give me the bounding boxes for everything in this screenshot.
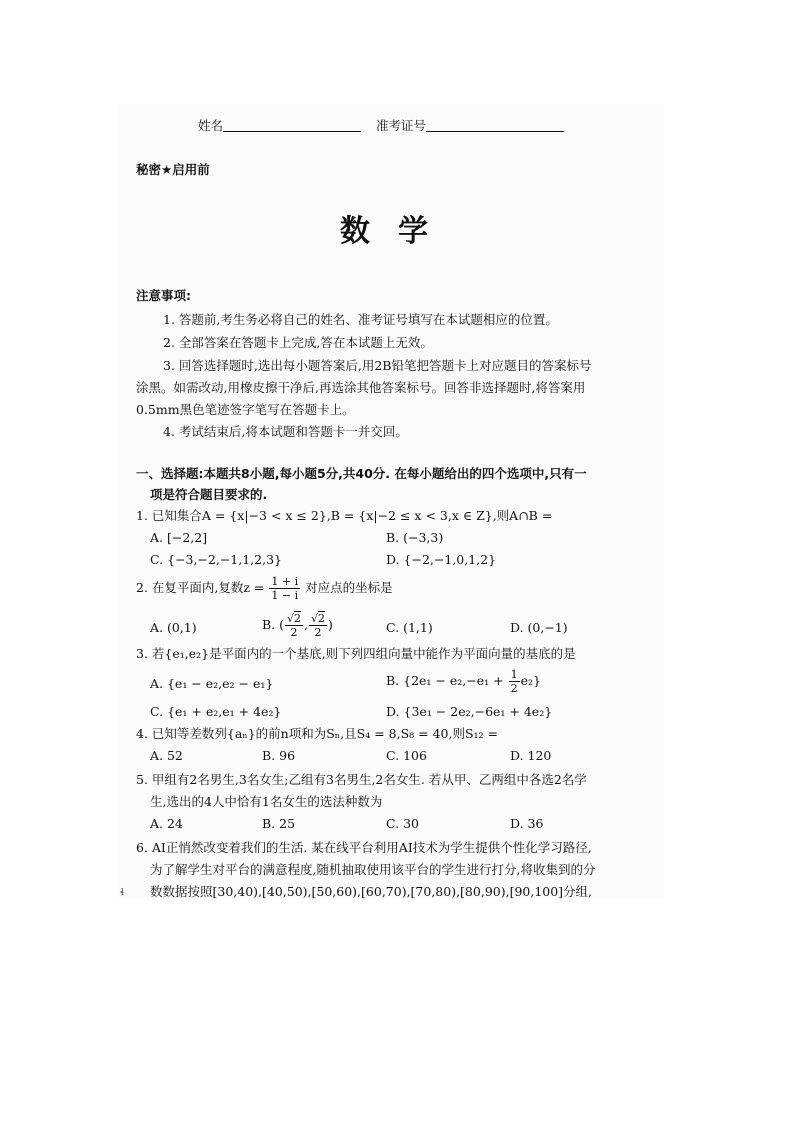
option-b: B. 25 bbox=[262, 816, 296, 831]
option-d: D. 120 bbox=[510, 748, 552, 763]
option-c: C. 30 bbox=[386, 816, 419, 831]
option-c: C. (1,1) bbox=[386, 620, 433, 635]
question-stem bbox=[136, 575, 393, 602]
section-heading-cont: 项是符合题目要求的. bbox=[150, 487, 268, 502]
fraction-denominator: 2 bbox=[290, 626, 298, 639]
stray-mark: ɬ bbox=[120, 888, 125, 898]
option-d: D. (0,−1) bbox=[510, 620, 568, 635]
sqrt-fraction: $\frac{√2}{2}$ bbox=[311, 612, 326, 639]
notice-item: 0.5mm黑色笔迹签字笔写在答题卡上。 bbox=[136, 402, 355, 417]
q2-b-post: ) bbox=[328, 617, 333, 632]
option-d: D. {−2,−1,0,1,2} bbox=[386, 552, 497, 567]
exam-id-blank bbox=[426, 131, 564, 132]
name-label: 姓名 bbox=[198, 118, 224, 133]
exam-id-label: 准考证号 bbox=[376, 118, 427, 133]
fraction-denominator: 2 bbox=[314, 626, 322, 639]
question-stem: 1. 已知集合A = {x|−3 < x ≤ 2},B = {x|−2 ≤ x < 3,x ∈ Z},则A∩B = bbox=[136, 508, 553, 523]
q2-b-sep: , bbox=[304, 617, 309, 632]
option-a: A. (0,1) bbox=[150, 620, 197, 635]
option-d: D. {3e₁ − 2e₂,−6e₁ + 4e₂} bbox=[386, 704, 553, 719]
name-field bbox=[198, 118, 361, 134]
option-b bbox=[262, 612, 333, 639]
question-stem: 6. AI正悄然改变着我们的生活. 某在线平台利用AI技术为学生提供个性化学习路径, bbox=[136, 840, 592, 855]
fraction-denominator: 1 − i bbox=[271, 589, 299, 602]
notice-item: 涂黑。如需改动,用橡皮擦干净后,再选涂其他答案标号。回答非选择题时,将答案用 bbox=[136, 380, 586, 395]
question-stem: 3. 若{e₁,e₂}是平面内的一个基底,则下列四组向量中能作为平面向量的基底的是 bbox=[136, 646, 576, 661]
name-blank bbox=[223, 131, 361, 132]
half-fraction bbox=[509, 668, 520, 695]
sqrt-radicand: 2 bbox=[318, 612, 326, 625]
fraction-numerator: 1 + i bbox=[271, 575, 299, 588]
notice-item: 4. 考试结束后,将本试题和答题卡一并交回。 bbox=[163, 424, 408, 439]
fraction-numerator: 1 bbox=[510, 668, 518, 681]
option-b: B. (−3,3) bbox=[386, 530, 444, 545]
option-b bbox=[386, 668, 541, 695]
q2-stem-pre: 2. 在复平面内,复数z = bbox=[136, 580, 265, 595]
q3-b-pre: B. {2e₁ − e₂,−e₁ + bbox=[386, 673, 504, 688]
notice-item: 3. 回答选择题时,选出每小题答案后,用2B铅笔把答题卡上对应题目的答案标号 bbox=[163, 358, 592, 373]
sqrt-radicand: 2 bbox=[294, 612, 302, 625]
question-stem-cont: 数数据按照[30,40),[40,50),[50,60),[60,70),[70,80),[80,90),[90,100]分组, bbox=[150, 884, 593, 899]
option-c: C. {−3,−2,−1,1,2,3} bbox=[150, 552, 282, 567]
question-stem-cont: 生,选出的4人中恰有1名女生的选法种数为 bbox=[150, 794, 383, 809]
question-stem-cont: 为了解学生对平台的满意程度,随机抽取使用该平台的学生进行打分,将收集到的分 bbox=[150, 862, 596, 877]
section-heading: 一、选择题:本题共8小题,每小题5分,共40分. 在每小题给出的四个选项中,只有一 bbox=[136, 466, 587, 481]
q2-b-pre: B. ( bbox=[262, 617, 285, 632]
sqrt-fraction: $\frac{√2}{2}$ bbox=[287, 612, 302, 639]
question-stem: 4. 已知等差数列{aₙ}的前n项和为Sₙ,且S₄ = 8,S₈ = 40,则S₁₂ = bbox=[136, 726, 498, 741]
fraction-denominator: 2 bbox=[510, 682, 518, 695]
option-c: C. 106 bbox=[386, 748, 427, 763]
option-a: A. {e₁ − e₂,e₂ − e₁} bbox=[150, 676, 274, 691]
q3-b-post: e₂} bbox=[520, 673, 541, 688]
page-title: 数学 bbox=[340, 214, 456, 249]
secret-mark: 秘密★启用前 bbox=[136, 162, 210, 177]
option-a: A. [−2,2] bbox=[150, 530, 208, 545]
exam-id-field bbox=[376, 118, 564, 134]
notice-item: 2. 全部答案在答题卡上完成,答在本试题上无效。 bbox=[163, 335, 433, 350]
q2-stem-post: 对应点的坐标是 bbox=[305, 580, 393, 595]
notice-item: 1. 答题前,考生务必将自己的姓名、准考证号填写在本试题相应的位置。 bbox=[163, 312, 558, 327]
question-stem: 5. 甲组有2名男生,3名女生;乙组有3名男生,2名女生. 若从甲、乙两组中各选2名学 bbox=[136, 772, 587, 787]
option-a: A. 52 bbox=[150, 748, 183, 763]
option-b: B. 96 bbox=[262, 748, 296, 763]
option-a: A. 24 bbox=[150, 816, 183, 831]
option-c: C. {e₁ + e₂,e₁ + 4e₂} bbox=[150, 704, 282, 719]
notice-heading: 注意事项: bbox=[136, 288, 191, 303]
option-d: D. 36 bbox=[510, 816, 544, 831]
q2-fraction bbox=[269, 575, 300, 602]
